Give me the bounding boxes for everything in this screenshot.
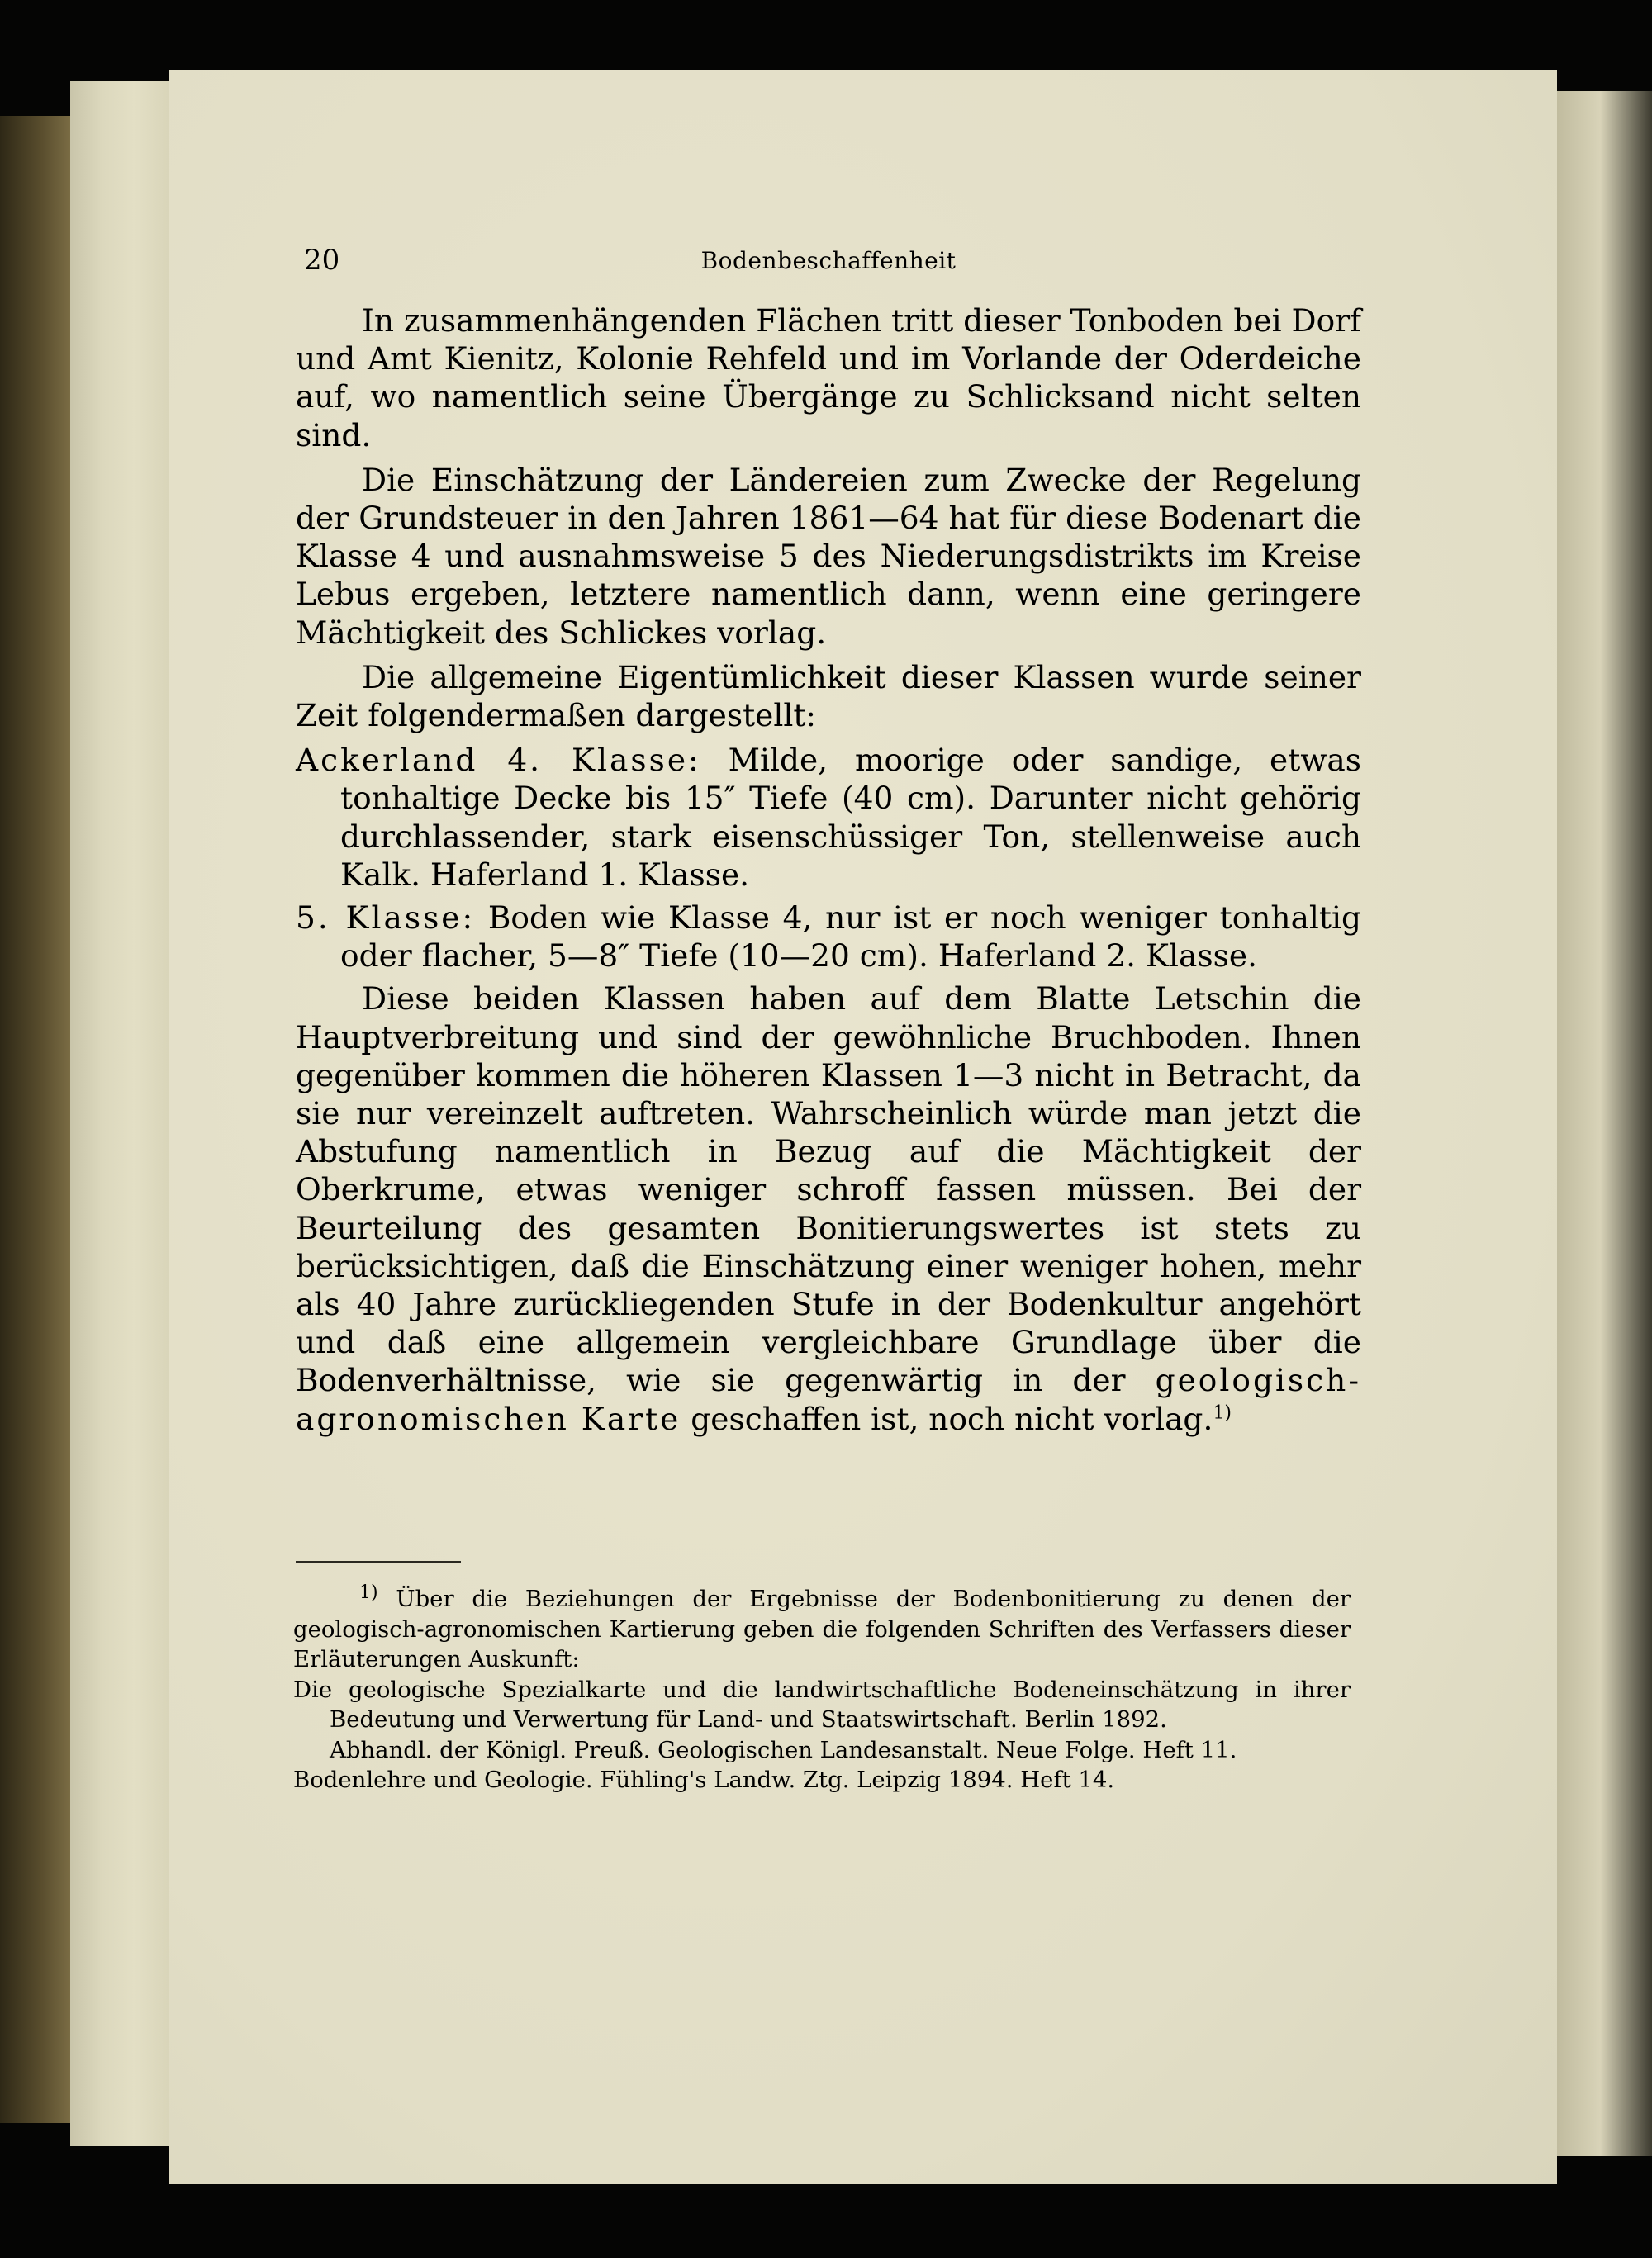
class-entry-4-text: Milde, moorige oder sandige, etwas tonhaltige Decke bis 15″ Tiefe (40 cm). Darunter nicht gehörig durchlassender, stark eisenschüssiger Ton, stellenweise auch Kalk. Haferland 1. Klasse. bbox=[340, 742, 1362, 893]
page-header bbox=[304, 244, 1353, 285]
paragraph-3: Die allgemeine Eigentümlichkeit dieser Klassen wurde seiner Zeit folgendermaßen dargestellt: bbox=[296, 658, 1361, 734]
facing-page-edge bbox=[1549, 91, 1652, 2156]
footnote-reference[interactable]: 1) bbox=[1213, 1402, 1232, 1424]
class-entry-5 bbox=[296, 899, 1361, 975]
main-text bbox=[296, 301, 1361, 1444]
paragraph-4-part-b: geschaffen ist, noch nicht vorlag. bbox=[691, 1400, 1213, 1437]
class-entry-4-label: Ackerland 4. Klasse: bbox=[296, 742, 701, 779]
footnote-mark: 1) bbox=[359, 1582, 378, 1603]
footnote-intro bbox=[293, 1584, 1351, 1675]
paragraph-1: In zusammenhängenden Flächen tritt dieser Tonboden bei Dorf und Amt Kienitz, Kolonie Rehfeld und im Vorlande der Oderdeiche auf, wo namentlich seine Übergänge zu Schlicksand nicht selten sind. bbox=[296, 302, 1361, 453]
spaced-map-title: geologisch-agronomischen Karte bbox=[296, 1362, 1362, 1437]
footnote-reference-3: Bodenlehre und Geologie. Fühling's Landw. Ztg. Leipzig 1894. Heft 14. bbox=[293, 1767, 1115, 1793]
class-entry-4 bbox=[296, 741, 1361, 894]
footnote-divider bbox=[296, 1561, 461, 1563]
footnote-block bbox=[293, 1584, 1351, 1795]
page-number: 20 bbox=[304, 244, 340, 277]
paragraph-2: Die Einschätzung der Ländereien zum Zwecke der Regelung der Grundsteuer in den Jahren 1861—64 hat für diese Bodenart die Klasse 4 und ausnahmsweise 5 des Niederungsdistrikts im Kreise Lebus ergeben, letztere namentlich dann, wenn eine geringere Mächtigkeit des Schlickes vorlag. bbox=[296, 461, 1361, 651]
class-entry-5-text: Boden wie Klasse 4, nur ist er noch weniger tonhaltig oder flacher, 5—8″ Tiefe (10—20 cm). Haferland 2. Klasse. bbox=[340, 899, 1361, 975]
page-stack-edge bbox=[70, 81, 178, 2146]
paragraph-4-part-a: Diese beiden Klassen haben auf dem Blatte Letschin die Hauptverbreitung und sind der gewöhnliche Bruchboden. Ihnen gegenüber kommen die höheren Klassen 1—3 nicht in Betracht, da sie nur vereinzelt auftreten. Wahrscheinlich würde man jetzt die Abstufung namentlich in Bezug auf die Mächtigkeit der Oberkrume, etwas weniger schroff fassen müssen. Bei der Beurteilung des gesamten Bonitierungswertes ist stets zu berücksichtigen, daß die Einschätzung einer weniger hohen, mehr als 40 Jahre zurückliegenden Stufe in der Bodenkultur angehört und daß eine allgemein vergleichbare Grundlage über die Bodenverhältnisse, wie sie gegenwärtig in der bbox=[296, 980, 1361, 1399]
running-title: Bodenbeschaffenheit bbox=[700, 247, 957, 274]
book-cover-edge bbox=[0, 116, 70, 2123]
footnote-reference-2: Abhandl. der Königl. Preuß. Geologischen Landesanstalt. Neue Folge. Heft 11. bbox=[330, 1736, 1237, 1763]
class-entry-5-label: 5. Klasse: bbox=[296, 899, 476, 937]
footnote-reference-1: Die geologische Spezialkarte und die landwirtschaftliche Bodeneinschätzung in ihrer Bedeutung und Verwertung für Land- und Staatswirtschaft. Berlin 1892. bbox=[293, 1676, 1351, 1733]
paragraph-4 bbox=[296, 980, 1361, 1437]
footnote-intro-text: Über die Beziehungen der Ergebnisse der Bodenbonitierung zu denen der geologisch-agronomischen Kartierung geben die folgenden Schriften des Verfassers dieser Erläuterungen Auskunft: bbox=[293, 1586, 1351, 1672]
